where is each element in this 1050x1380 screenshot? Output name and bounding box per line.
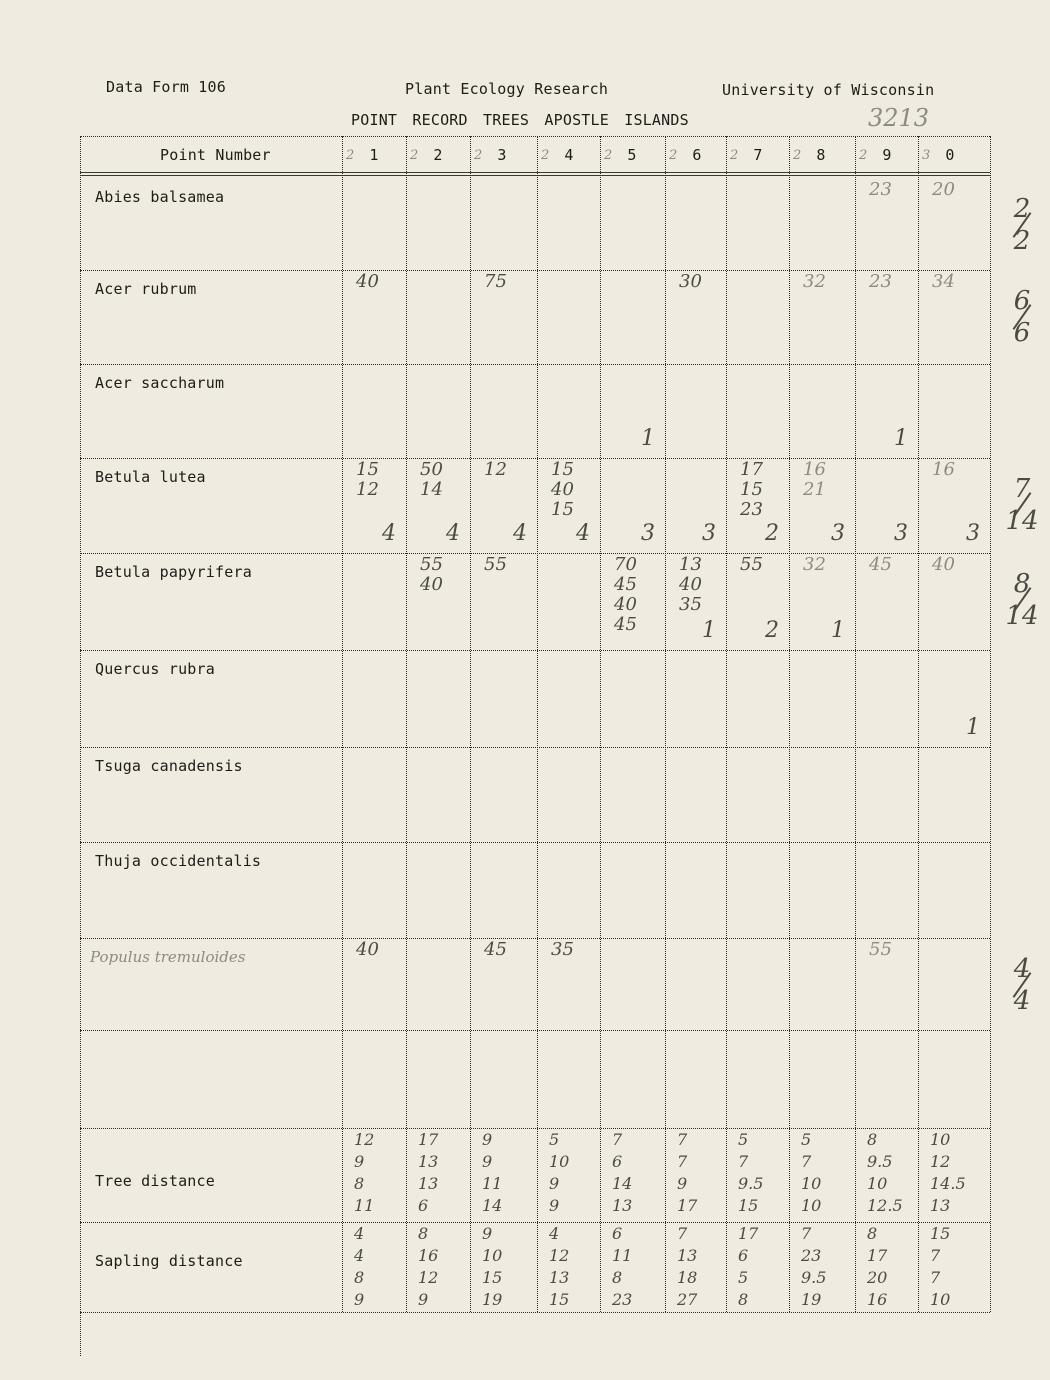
column-divider: [789, 136, 790, 1312]
point-tick-mark: 2: [859, 148, 868, 163]
sapling-distance-value: 23: [612, 1290, 633, 1309]
point-number: 4: [564, 146, 574, 164]
species-label: Abies balsamea: [95, 188, 225, 206]
quarter-count: 2: [765, 618, 779, 643]
sapling-distance-label: Sapling distance: [95, 1252, 243, 1270]
header-rule: [80, 172, 990, 173]
tree-distance-value: 5: [738, 1130, 749, 1149]
point-number: 8: [816, 146, 826, 164]
row-divider: [80, 842, 990, 843]
point-tick-mark: 3: [922, 148, 931, 163]
record-stamp-number: 3213: [868, 104, 930, 132]
species-label: Tsuga canadensis: [95, 757, 243, 775]
frequency-denominator: 14: [1005, 506, 1039, 536]
tree-distance-value: 7: [801, 1152, 812, 1171]
dbh-value: 20: [932, 179, 955, 200]
point-number-label: Point Number: [160, 146, 271, 164]
tree-distance-value: 14: [482, 1196, 503, 1215]
dbh-value: 30: [679, 271, 702, 292]
point-tick-mark: 2: [604, 148, 613, 163]
column-divider: [665, 136, 666, 1312]
quarter-count: 3: [702, 521, 716, 546]
point-tick-mark: 2: [346, 148, 355, 163]
point-tick-mark: 2: [793, 148, 802, 163]
table-left-border: [80, 136, 81, 1356]
tree-distance-value: 11: [354, 1196, 375, 1215]
table-top-border: [80, 136, 990, 137]
point-tick-mark: 2: [541, 148, 550, 163]
dbh-value: 15 12: [356, 459, 379, 500]
column-divider: [470, 136, 471, 1312]
dbh-value: 23: [869, 271, 892, 292]
quarter-count: 1: [966, 715, 980, 740]
sapling-distance-value: 15: [482, 1268, 503, 1287]
sapling-distance-value: 9: [354, 1290, 365, 1309]
tree-distance-value: 9: [549, 1174, 560, 1193]
dbh-value: 70 45 40 45: [614, 554, 637, 635]
dbh-value: 12: [484, 459, 507, 480]
sapling-distance-value: 12: [549, 1246, 570, 1265]
frequency-numerator: 6: [1013, 286, 1031, 316]
tree-distance-value: 9.5: [738, 1174, 764, 1193]
species-frequency-total: [1000, 286, 1044, 348]
sapling-distance-value: 7: [677, 1224, 688, 1243]
tree-distance-value: 5: [549, 1130, 560, 1149]
quarter-count: 4: [576, 521, 590, 546]
header-rule: [80, 175, 990, 176]
sapling-distance-value: 9: [482, 1224, 493, 1243]
sapling-distance-value: 19: [801, 1290, 822, 1309]
column-divider: [406, 136, 407, 1312]
species-frequency-total: [1000, 569, 1044, 631]
tree-distance-value: 12: [930, 1152, 951, 1171]
tree-distance-value: 15: [738, 1196, 759, 1215]
sapling-distance-value: 10: [482, 1246, 503, 1265]
point-tick-mark: 2: [669, 148, 678, 163]
column-divider: [537, 136, 538, 1312]
species-label: Quercus rubra: [95, 660, 215, 678]
row-divider: [80, 1312, 990, 1313]
tree-distance-value: 17: [418, 1130, 439, 1149]
point-number: 9: [882, 146, 892, 164]
sapling-distance-value: 7: [930, 1246, 941, 1265]
frequency-denominator: 6: [1013, 318, 1031, 348]
tree-distance-value: 11: [482, 1174, 503, 1193]
org-name: Plant Ecology Research: [405, 80, 609, 98]
point-tick-mark: 2: [474, 148, 483, 163]
sapling-distance-value: 8: [418, 1224, 429, 1243]
tree-distance-value: 5: [801, 1130, 812, 1149]
quarter-count: 1: [894, 426, 908, 451]
sapling-distance-value: 8: [612, 1268, 623, 1287]
dbh-value: 23: [869, 179, 892, 200]
species-label: Acer rubrum: [95, 280, 197, 298]
dbh-value: 45: [484, 939, 507, 960]
column-divider: [918, 136, 919, 1312]
quarter-count: 1: [702, 618, 716, 643]
tree-distance-value: 13: [612, 1196, 633, 1215]
point-tick-mark: 2: [730, 148, 739, 163]
tree-distance-value: 6: [418, 1196, 429, 1215]
column-divider: [855, 136, 856, 1312]
point-number: 2: [433, 146, 443, 164]
tree-distance-value: 9: [677, 1174, 688, 1193]
column-divider: [726, 136, 727, 1312]
tree-distance-value: 13: [930, 1196, 951, 1215]
tree-distance-value: 9: [482, 1130, 493, 1149]
tree-distance-value: 7: [612, 1130, 623, 1149]
dbh-value: 40: [356, 939, 379, 960]
tree-distance-value: 10: [867, 1174, 888, 1193]
form-title: POINT RECORD TREES APOSTLE ISLANDS: [351, 111, 689, 129]
quarter-count: 3: [966, 521, 980, 546]
form-number: Data Form 106: [106, 78, 226, 96]
tree-distance-value: 13: [418, 1174, 439, 1193]
row-divider: [80, 650, 990, 651]
species-label: Betula papyrifera: [95, 563, 252, 581]
dbh-value: 40: [932, 554, 955, 575]
frequency-numerator: 4: [1013, 954, 1031, 984]
dbh-value: 35: [551, 939, 574, 960]
tree-distance-value: 8: [867, 1130, 878, 1149]
tree-distance-value: 12.5: [867, 1196, 903, 1215]
species-label: Thuja occidentalis: [95, 852, 262, 870]
sapling-distance-value: 23: [801, 1246, 822, 1265]
tree-distance-value: 17: [677, 1196, 698, 1215]
quarter-count: 1: [641, 426, 655, 451]
frequency-denominator: 14: [1005, 601, 1039, 631]
dbh-value: 55: [484, 554, 507, 575]
column-divider: [342, 136, 343, 1312]
dbh-value: 55: [869, 939, 892, 960]
tree-distance-value: 7: [677, 1130, 688, 1149]
sapling-distance-value: 27: [677, 1290, 698, 1309]
sapling-distance-value: 9: [418, 1290, 429, 1309]
sapling-distance-value: 13: [677, 1246, 698, 1265]
tree-distance-value: 9.5: [867, 1152, 893, 1171]
tree-distance-value: 7: [738, 1152, 749, 1171]
quarter-count: 4: [382, 521, 396, 546]
dbh-value: 16: [932, 459, 955, 480]
tree-distance-value: 6: [612, 1152, 623, 1171]
sapling-distance-value: 6: [612, 1224, 623, 1243]
sapling-distance-value: 12: [418, 1268, 439, 1287]
column-divider: [990, 136, 991, 1312]
tree-distance-value: 9: [482, 1152, 493, 1171]
point-number: 1: [369, 146, 379, 164]
frequency-numerator: 8: [1013, 569, 1031, 599]
dbh-value: 13 40 35: [679, 554, 702, 615]
tree-distance-value: 7: [677, 1152, 688, 1171]
sapling-distance-value: 11: [612, 1246, 633, 1265]
row-divider: [80, 458, 990, 459]
row-divider: [80, 938, 990, 939]
column-divider: [600, 136, 601, 1312]
frequency-denominator: 2: [1013, 226, 1031, 256]
row-divider: [80, 364, 990, 365]
point-number: 6: [692, 146, 702, 164]
dbh-value: 32: [803, 271, 826, 292]
sapling-distance-value: 10: [930, 1290, 951, 1309]
quarter-count: 1: [831, 618, 845, 643]
tree-distance-value: 10: [801, 1196, 822, 1215]
dbh-value: 34: [932, 271, 955, 292]
row-divider: [80, 270, 990, 271]
tree-distance-value: 8: [354, 1174, 365, 1193]
quarter-count: 3: [831, 521, 845, 546]
quarter-count: 4: [513, 521, 527, 546]
sapling-distance-value: 4: [354, 1224, 365, 1243]
tree-distance-value: 14.5: [930, 1174, 966, 1193]
university-name: University of Wisconsin: [722, 81, 935, 99]
sapling-distance-value: 20: [867, 1268, 888, 1287]
sapling-distance-value: 7: [930, 1268, 941, 1287]
tree-distance-value: 9: [354, 1152, 365, 1171]
sapling-distance-value: 17: [867, 1246, 888, 1265]
row-divider: [80, 1030, 990, 1031]
dbh-value: 55 40: [420, 554, 443, 595]
dbh-value: 40: [356, 271, 379, 292]
row-divider: [80, 1128, 990, 1129]
frequency-denominator: 4: [1013, 986, 1031, 1016]
dbh-value: 45: [869, 554, 892, 575]
dbh-value: 75: [484, 271, 507, 292]
sapling-distance-value: 4: [354, 1246, 365, 1265]
dbh-value: 32: [803, 554, 826, 575]
tree-distance-value: 12: [354, 1130, 375, 1149]
tree-distance-value: 14: [612, 1174, 633, 1193]
sapling-distance-value: 7: [801, 1224, 812, 1243]
species-frequency-total: [1000, 954, 1044, 1016]
sapling-distance-value: 6: [738, 1246, 749, 1265]
species-label: Acer saccharum: [95, 374, 225, 392]
sapling-distance-value: 5: [738, 1268, 749, 1287]
species-frequency-total: [1000, 474, 1044, 536]
dbh-value: 55: [740, 554, 763, 575]
tree-distance-value: 13: [418, 1152, 439, 1171]
sapling-distance-value: 15: [549, 1290, 570, 1309]
sapling-distance-value: 19: [482, 1290, 503, 1309]
tree-distance-value: 9: [549, 1196, 560, 1215]
point-number: 7: [753, 146, 763, 164]
dbh-value: 17 15 23: [740, 459, 763, 520]
species-frequency-total: [1000, 194, 1044, 256]
sapling-distance-value: 9.5: [801, 1268, 827, 1287]
sapling-distance-value: 8: [867, 1224, 878, 1243]
sapling-distance-value: 4: [549, 1224, 560, 1243]
row-divider: [80, 747, 990, 748]
dbh-value: 15 40 15: [551, 459, 574, 520]
frequency-numerator: 7: [1013, 474, 1031, 504]
sapling-distance-value: 18: [677, 1268, 698, 1287]
tree-distance-value: 10: [930, 1130, 951, 1149]
sapling-distance-value: 8: [354, 1268, 365, 1287]
point-tick-mark: 2: [410, 148, 419, 163]
point-number: 0: [945, 146, 955, 164]
sapling-distance-value: 16: [418, 1246, 439, 1265]
sapling-distance-value: 16: [867, 1290, 888, 1309]
row-divider: [80, 1222, 990, 1223]
point-number: 5: [627, 146, 637, 164]
point-number: 3: [497, 146, 507, 164]
species-label: Populus tremuloides: [90, 948, 246, 966]
tree-distance-value: 10: [549, 1152, 570, 1171]
quarter-count: 3: [641, 521, 655, 546]
dbh-value: 16 21: [803, 459, 826, 500]
frequency-numerator: 2: [1013, 194, 1031, 224]
quarter-count: 4: [446, 521, 460, 546]
tree-distance-label: Tree distance: [95, 1172, 215, 1190]
dbh-value: 50 14: [420, 459, 443, 500]
sapling-distance-value: 17: [738, 1224, 759, 1243]
quarter-count: 2: [765, 521, 779, 546]
sapling-distance-value: 15: [930, 1224, 951, 1243]
species-label: Betula lutea: [95, 468, 206, 486]
sapling-distance-value: 13: [549, 1268, 570, 1287]
sapling-distance-value: 8: [738, 1290, 749, 1309]
tree-distance-value: 10: [801, 1174, 822, 1193]
quarter-count: 3: [894, 521, 908, 546]
row-divider: [80, 553, 990, 554]
